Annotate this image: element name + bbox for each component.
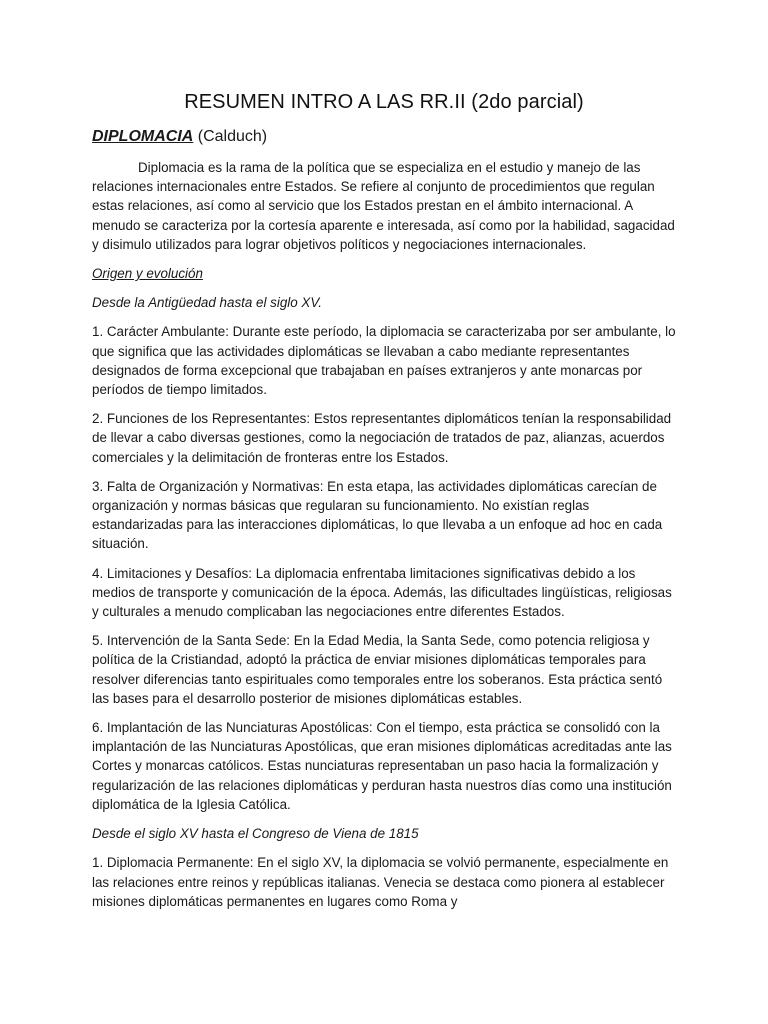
document-content	[92, 88, 676, 921]
period1-item-3: 3. Falta de Organización y Normativas: En esta etapa, las actividades diplomáticas carecían de organización y normas básicas que regularan su funcionamiento. No existían reglas estandarizadas para las interacciones diplomáticas, lo que llevaba a un enfoque ad hoc en cada situación.	[92, 478, 663, 552]
subheading-origin: Origen y evolución	[92, 266, 203, 282]
section-heading-suffix: (Calduch)	[193, 128, 268, 145]
section-heading	[92, 126, 676, 148]
period1-item-1: 1. Carácter Ambulante: Durante este período, la diplomacia se caracterizaba por ser ambulante, lo que significa que las actividades diplomáticas se llevaban a cabo mediante representantes designados de forma excepcional que trabajaban en países extranjeros y ante monarcas por períodos de tiempo limitados.	[92, 324, 676, 398]
period1-item-6: 6. Implantación de las Nunciaturas Apostólicas: Con el tiempo, esta práctica se consolidó con la implantación de las Nunciaturas Apostólicas, que eran misiones diplomáticas acreditadas ante las Cortes y monarcas católicos. Estas nunciaturas representaban un paso hacia la formalización y regularización de las relaciones diplomáticas y perduran hasta nuestros días como una institución diplomática de la Iglesia Católica.	[92, 720, 672, 812]
intro-paragraph: Diplomacia es la rama de la política que se especializa en el estudio y manejo de las relaciones internacionales entre Estados. Se refiere al conjunto de procedimientos que regulan estas relaciones, así como al servicio que los Estados prestan en el ámbito internacional. A menudo se caracteriza por la cortesía aparente e interesada, así como por la habilidad, sagacidad y disimulo utilizados para lograr objetivos políticos y negociaciones internacionales.	[92, 160, 675, 252]
period1-item-5: 5. Intervención de la Santa Sede: En la Edad Media, la Santa Sede, como potencia religiosa y política de la Cristiandad, adoptó la práctica de enviar misiones diplomáticas temporales para resolver diferencias tanto espirituales como temporales entre los soberanos. Esta práctica sentó las bases para el desarrollo posterior de misiones diplomáticas estables.	[92, 633, 663, 706]
period1-item-4: 4. Limitaciones y Desafíos: La diplomacia enfrentaba limitaciones significativas debido a los medios de transporte y comunicación de la época. Además, las dificultades lingüísticas, religiosas y culturales a menudo complicaban las negociaciones entre diferentes Estados.	[92, 565, 672, 620]
subheading-period-2: Desde el siglo XV hasta el Congreso de Viena de 1815	[92, 826, 419, 842]
document-title: RESUMEN INTRO A LAS RR.II (2do parcial)	[184, 91, 584, 113]
period1-item-2: 2. Funciones de los Representantes: Estos representantes diplomáticos tenían la responsabilidad de llevar a cabo diversas gestiones, como la negociación de tratados de paz, alianzas, acuerdos comerciales y la delimitación de fronteras entre los Estados.	[92, 411, 672, 465]
subheading-period-1: Desde la Antigüedad hasta el siglo XV.	[92, 295, 323, 311]
period2-item-1: 1. Diplomacia Permanente: En el siglo XV, la diplomacia se volvió permanente, especialmente en las relaciones entre reinos y repúblicas italianas. Venecia se destaca como pionera al establecer misiones diplomáticas permanentes en lugares como Roma y	[92, 855, 669, 909]
section-heading-main: DIPLOMACIA	[92, 128, 194, 145]
